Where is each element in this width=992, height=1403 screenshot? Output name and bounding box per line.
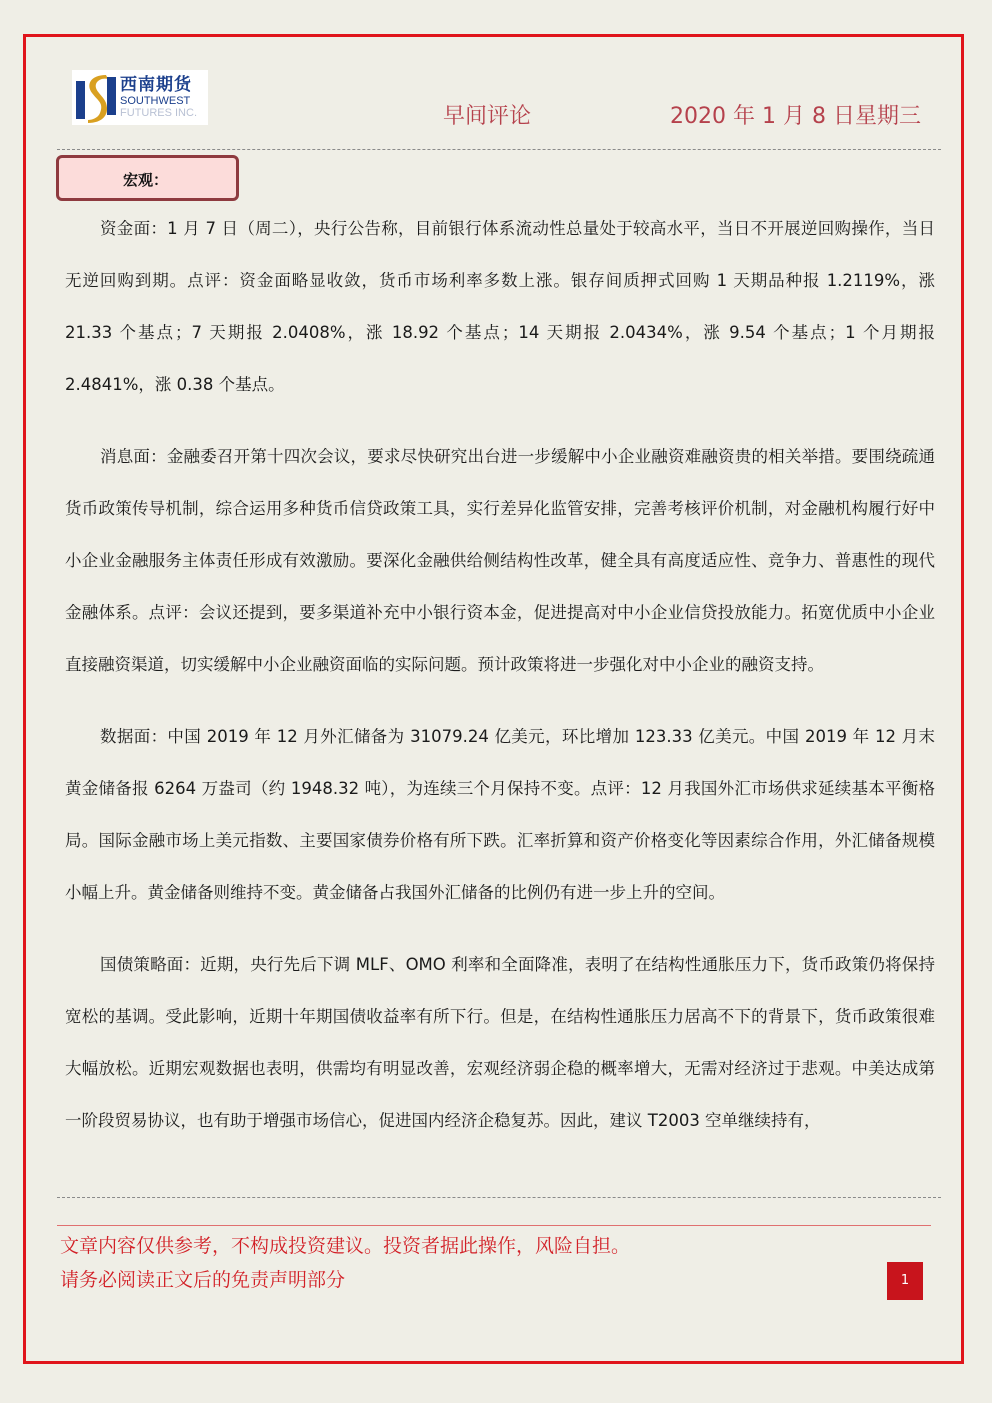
paragraph-data: 数据面：中国 2019 年 12 月外汇储备为 31079.24 亿美元，环比增加 123.33 亿美元。中国 2019 年 12 月末黄金储备报 6264 万盎司（约 1948.32 吨），为连续三个月保持不变。点评：12 月我国外汇市场供求延续基本平衡格局。国际金融市场上美元指数、主要国家债券价格有所下跌。汇率折算和资产价格变化等因素综合作用，外汇储备规模小幅上升。黄金储备则维持不变。黄金储备占我国外汇储备的比例仍有进一步上升的空间。 [65, 727, 935, 902]
logo-name-en-sub: FUTURES INC. [120, 107, 197, 119]
disclaimer-line-1: 文章内容仅供参考，不构成投资建议。投资者据此操作，风险自担。 [60, 1235, 631, 1257]
disclaimer [60, 1229, 630, 1297]
footer-divider [57, 1225, 931, 1226]
logo-name-cn: 西南期货 [120, 75, 192, 95]
section-tag-macro [56, 155, 239, 201]
section-label: 宏观： [123, 171, 169, 189]
report-title: 早间评论 [443, 104, 532, 129]
article-body [65, 203, 935, 1167]
report-date: 2020 年 1 月 8 日星期三 [670, 104, 921, 129]
southwest-logo-icon [76, 73, 116, 123]
paragraph-funding: 资金面：1 月 7 日（周二），央行公告称，目前银行体系流动性总量处于较高水平，当日不开展逆回购操作，当日无逆回购到期。点评：资金面略显收敛，货币市场利率多数上涨。银存间质押式回购 1 天期品种报 1.2119%，涨 21.33 个基点；7 天期报 2.0408%，涨 18.92 个基点；14 天期报 2.0434%，涨 9.54 个基点；1 个月期报 2.4841%，涨 0.38 个基点。 [65, 219, 935, 394]
paragraph-bond-strategy: 国债策略面：近期，央行先后下调 MLF、OMO 利率和全面降准，表明了在结构性通胀压力下，货币政策仍将保持宽松的基调。受此影响，近期十年期国债收益率有所下行。但是，在结构性通胀压力居高不下的背景下，货币政策很难大幅放松。近期宏观数据也表明，供需均有明显改善，宏观经济弱企稳的概率增大，无需对经济过于悲观。中美达成第一阶段贸易协议，也有助于增强市场信心，促进国内经济企稳复苏。因此，建议 T2003 空单继续持有， [65, 955, 935, 1130]
company-logo [72, 70, 208, 125]
paragraph-news: 消息面：金融委召开第十四次会议，要求尽快研究出台进一步缓解中小企业融资难融资贵的相关举措。要围绕疏通货币政策传导机制，综合运用多种货币信贷政策工具，实行差异化监管安排，完善考核评价机制，对金融机构履行好中小企业金融服务主体责任形成有效激励。要深化金融供给侧结构性改革，健全具有高度适应性、竞争力、普惠性的现代金融体系。点评：会议还提到，要多渠道补充中小银行资本金，促进提高对中小企业信贷投放能力。拓宽优质中小企业直接融资渠道，切实缓解中小企业融资面临的实际问题。预计政策将进一步强化对中小企业的融资支持。 [65, 447, 935, 674]
header-divider [57, 149, 941, 150]
page-number-badge: 1 [887, 1262, 923, 1300]
logo-name-en: SOUTHWEST [120, 95, 191, 107]
body-bottom-divider [57, 1197, 941, 1198]
disclaimer-line-2: 请务必阅读正文后的免责声明部分 [60, 1269, 346, 1291]
